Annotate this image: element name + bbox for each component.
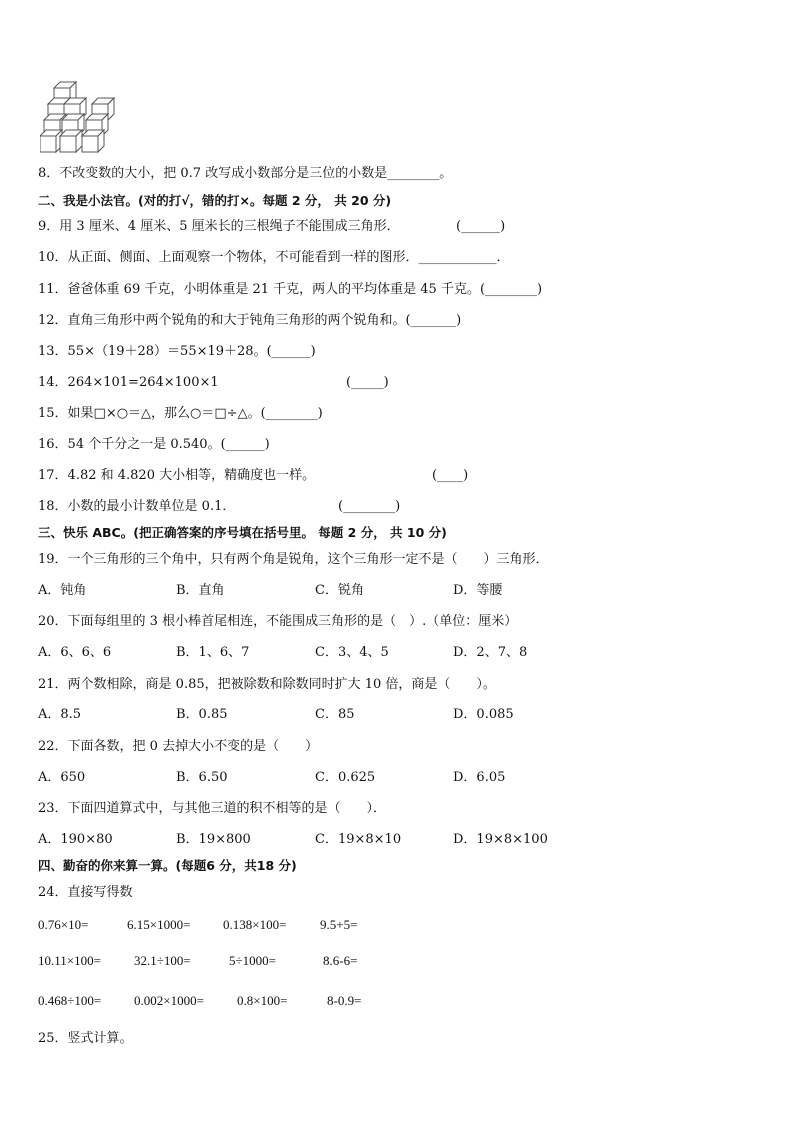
q23-option-d[interactable]: D．19×8×100 [453, 832, 548, 847]
q19-option-d[interactable]: D．等腰 [453, 583, 503, 598]
calc-item: 8.6-6= [323, 953, 358, 968]
q23-option-c[interactable]: C．19×8×10 [315, 832, 402, 847]
question-15: 15．如果□×○＝△，那么○＝□÷△。(________) [38, 406, 323, 421]
question-20: 20．下面每组里的 3 根小棒首尾相连，不能围成三角形的是（ ）.（单位：厘米） [38, 614, 518, 629]
calc-item: 0.468÷100= [38, 993, 102, 1008]
q19-option-a[interactable]: A．钝角 [38, 583, 87, 598]
q20-option-d[interactable]: D．2、7、8 [453, 645, 528, 660]
q19-option-b[interactable]: B．直角 [176, 583, 225, 598]
calc-item: 5÷1000= [229, 953, 276, 968]
question-13: 13．55×（19＋28）＝55×19＋28。(______) [38, 344, 316, 359]
calc-item: 0.76×10= [38, 917, 89, 932]
q22-option-d[interactable]: D．6.05 [453, 770, 506, 785]
answer-blank-17[interactable]: (____) [432, 468, 469, 483]
calc-item: 0.002×1000= [134, 993, 204, 1008]
calc-item: 9.5+5= [320, 917, 358, 932]
calc-item: 8-0.9= [327, 993, 362, 1008]
q20-option-a[interactable]: A．6、6、6 [38, 645, 112, 660]
stacked-cubes-figure [40, 78, 120, 156]
question-12: 12．直角三角形中两个锐角的和大于钝角三角形的两个锐角和。(_______) [38, 313, 462, 328]
q19-option-c[interactable]: C．锐角 [315, 583, 364, 598]
question-16: 16．54 个千分之一是 0.540。(______) [38, 437, 270, 452]
q20-option-c[interactable]: C．3、4、5 [315, 645, 389, 660]
calc-item: 0.8×100= [237, 993, 288, 1008]
section-4-heading: 四、勤奋的你来算一算。(每题6 分，共18 分) [38, 858, 297, 873]
question-10: 10．从正面、侧面、上面观察一个物体，不可能看到一样的图形．____________． [38, 250, 510, 265]
q21-option-a[interactable]: A．8.5 [38, 707, 82, 722]
question-8: 8．不改变数的大小，把 0.7 改写成小数部分是三位的小数是________。 [38, 166, 453, 181]
q21-option-d[interactable]: D．0.085 [453, 707, 514, 722]
question-11: 11．爸爸体重 69 千克，小明体重是 21 千克，两人的平均体重是 45 千克。(________) [38, 282, 543, 297]
question-24: 24．直接写得数 [38, 885, 133, 900]
calc-item: 10.11×100= [38, 953, 101, 968]
q22-option-a[interactable]: A．650 [38, 770, 86, 785]
section-3-heading: 三、快乐 ABC。(把正确答案的序号填在括号里。 每题 2 分， 共 10 分) [38, 525, 447, 540]
question-19: 19．一个三角形的三个角中，只有两个角是锐角，这个三角形一定不是（ ）三角形． [38, 552, 549, 567]
question-25: 25．竖式计算。 [38, 1031, 133, 1046]
question-23: 23．下面四道算式中，与其他三道的积不相等的是（ ）． [38, 801, 387, 816]
question-21: 21．两个数相除，商是 0.85，把被除数和除数同时扩大 10 倍，商是（ ）。 [38, 677, 496, 692]
q23-option-a[interactable]: A．190×80 [38, 832, 113, 847]
q22-option-b[interactable]: B．6.50 [176, 770, 228, 785]
question-9: 9．用 3 厘米、4 厘米、5 厘米长的三根绳子不能围成三角形． [38, 219, 400, 234]
question-22: 22．下面各数，把 0 去掉大小不变的是（ ） [38, 739, 319, 754]
question-18: 18．小数的最小计数单位是 0.1． [38, 499, 236, 514]
answer-blank-18[interactable]: (________) [338, 499, 401, 514]
calc-item: 6.15×1000= [127, 917, 191, 932]
answer-blank-14[interactable]: (_____) [346, 375, 389, 390]
question-14: 14．264×101=264×100×1 [38, 375, 219, 390]
section-2-heading: 二、我是小法官。(对的打√，错的打×。每题 2 分， 共 20 分) [38, 193, 392, 208]
q21-option-b[interactable]: B．0.85 [176, 707, 228, 722]
answer-blank-9[interactable]: (______) [456, 219, 506, 234]
calc-item: 0.138×100= [223, 917, 287, 932]
q22-option-c[interactable]: C．0.625 [315, 770, 376, 785]
q23-option-b[interactable]: B．19×800 [176, 832, 251, 847]
q20-option-b[interactable]: B．1、6、7 [176, 645, 250, 660]
question-17: 17．4.82 和 4.820 大小相等，精确度也一样。 [38, 468, 316, 483]
q21-option-c[interactable]: C．85 [315, 707, 355, 722]
calc-item: 32.1÷100= [134, 953, 191, 968]
